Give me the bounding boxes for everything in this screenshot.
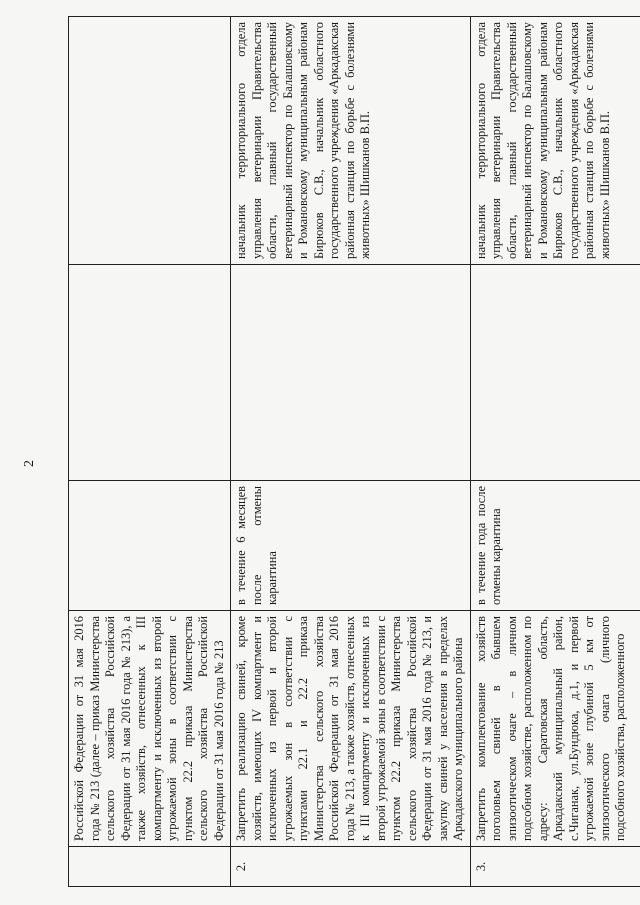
deadline-text: в течение 6 месяцев после отмены карантина <box>231 481 471 611</box>
measures-table <box>68 16 640 887</box>
empty-cell <box>231 265 471 481</box>
empty-cell <box>470 265 640 481</box>
table-row <box>69 17 231 887</box>
measure-text: Российской Федерации от 31 мая 2016 года № 213 (далее – приказ Министерства сельского хозяйства Российской Федерации от 31 мая 2016 года № 213), а также хозяйств, отнесенных к III компартменту и исключенных из второй угрожаемой зоны в соответствии с пунктом 22.2 приказа Министерства сельского хозяйства Российской Федерации от 31 мая 2016 года № 213 <box>69 611 231 847</box>
table-row <box>470 17 640 887</box>
table-row <box>231 17 471 887</box>
responsible-text <box>69 17 231 265</box>
page-number: 2 <box>22 460 37 467</box>
measure-text: Запретить комплектование хозяйств поголовьем свиней в бывшем эпизоотическом очаге – в личном подсобном хозяйстве, расположенном по адресу: Саратовская область, Аркадакский муниципальный район, с.Чиганак, ул.Бундюка, д.1, и первой угрожаемой зоне глубиной 5 км от эпизоотического очага (личного подсобного хозяйства, расположенного <box>470 611 640 847</box>
deadline-text: в течение года после отмены карантина <box>470 481 640 611</box>
row-number: 2. <box>231 847 471 887</box>
empty-cell <box>69 265 231 481</box>
deadline-text <box>69 481 231 611</box>
row-number <box>69 847 231 887</box>
responsible-text: начальник территориального отдела управления ветеринарии Правительства области, главный государственный ветеринарный инспектор по Балашовскому и Романовскому муниципальным районам Бирюков С.В., начальник областного государственного учреждения «Аркадакская районная станция по борьбе с болезнями животных» Шишканов В.П. <box>231 17 471 265</box>
measure-text: Запретить реализацию свиней, кроме хозяйств, имеющих IV компартмент и исключенных из первой и второй угрожаемых зон в соответствии с пунктами 22.1 и 22.2 приказа Министерства сельского хозяйства Российской Федерации от 31 мая 2016 года № 213, а также хозяйств, отнесенных к III компартменту и исключенных из второй угрожаемой зоны в соответствии с пунктом 22.2 приказа Министерства сельского хозяйства Российской Федерации от 31 мая 2016 года № 213, и закупку свиней у населения в пределах Аркадакского муниципального района <box>231 611 471 847</box>
row-number: 3. <box>470 847 640 887</box>
responsible-text: начальник территориального отдела управления ветеринарии Правительства области, главный государственный ветеринарный инспектор по Балашовскому и Романовскому муниципальным районам Бирюков С.В., начальник областного государственного учреждения «Аркадакская районная станция по борьбе с болезнями животных» Шишканов В.П. <box>470 17 640 265</box>
